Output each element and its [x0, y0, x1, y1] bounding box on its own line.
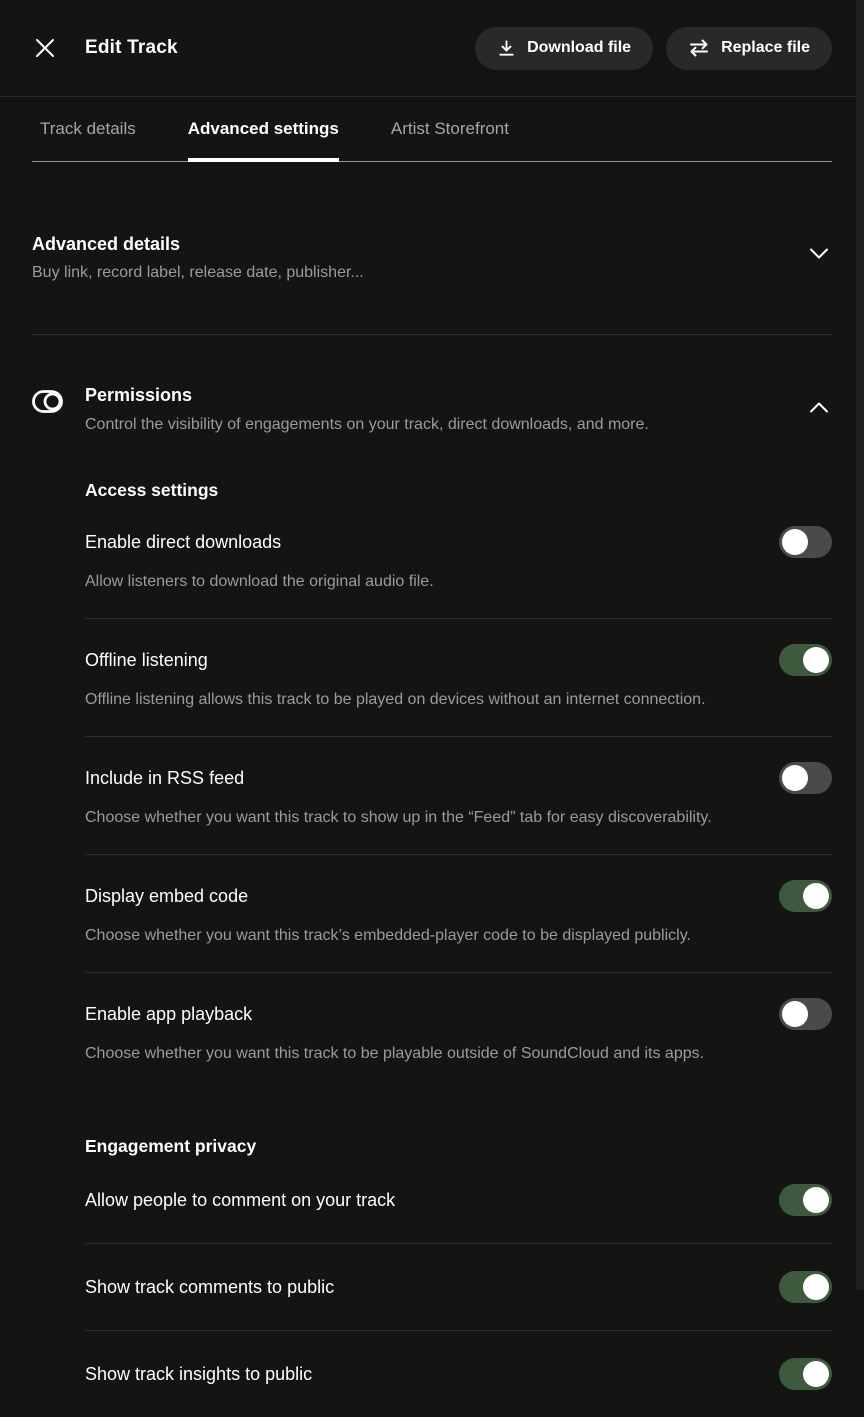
setting-label: Show track comments to public	[85, 1276, 335, 1297]
toggle-knob	[803, 647, 829, 673]
advanced-details-section	[32, 162, 832, 335]
download-file-label: Download file	[527, 39, 632, 56]
chevron-down-icon[interactable]	[806, 240, 832, 266]
advanced-details-subtitle: Buy link, record label, release date, publisher...	[32, 264, 364, 281]
chevron-up-icon[interactable]	[806, 395, 832, 421]
toggle-switch-icon	[32, 388, 63, 434]
engagement-privacy-heading: Engagement privacy	[85, 1136, 257, 1156]
toggle-knob	[803, 883, 829, 909]
access-settings-rows	[85, 501, 832, 1090]
engagement-privacy-rows	[85, 1157, 832, 1417]
toggle-allow-people-to-comment-on-your-track[interactable]	[779, 1184, 832, 1216]
toggle-enable-app-playback[interactable]	[779, 998, 832, 1030]
setting-description: Choose whether you want this track’s embedded-player code to be displayed publicly.	[85, 927, 691, 944]
setting-description: Allow listeners to download the original audio file.	[85, 573, 434, 590]
page-title: Edit Track	[85, 37, 178, 58]
setting-label: Enable app playback	[85, 1003, 253, 1024]
close-icon[interactable]	[32, 35, 58, 61]
toggle-knob	[803, 1187, 829, 1213]
setting-label: Display embed code	[85, 885, 249, 906]
setting-label: Enable direct downloads	[85, 531, 282, 552]
permissions-section-header	[32, 385, 832, 434]
toggle-show-track-insights-to-public[interactable]	[779, 1358, 832, 1390]
setting-row-include-in-rss-feed	[85, 737, 832, 855]
permissions-subtitle: Control the visibility of engagements on your track, direct downloads, and more.	[85, 416, 649, 433]
setting-row-enable-direct-downloads	[85, 501, 832, 619]
setting-row-show-track-comments-to-public	[85, 1244, 832, 1331]
access-settings-heading: Access settings	[85, 480, 219, 500]
swap-icon	[688, 39, 710, 57]
setting-row-allow-people-to-comment-on-your-track	[85, 1157, 832, 1244]
setting-label: Offline listening	[85, 649, 208, 670]
toggle-knob	[782, 529, 808, 555]
download-file-button[interactable]	[475, 27, 653, 70]
toggle-include-in-rss-feed[interactable]	[779, 762, 832, 794]
scrollbar[interactable]	[856, 0, 864, 1290]
setting-description: Offline listening allows this track to be played on devices without an internet connection.	[85, 691, 706, 708]
toggle-show-track-comments-to-public[interactable]	[779, 1271, 832, 1303]
setting-label: Show track insights to public	[85, 1363, 313, 1384]
setting-row-enable-app-playback	[85, 973, 832, 1090]
toggle-enable-direct-downloads[interactable]	[779, 526, 832, 558]
toggle-display-embed-code[interactable]	[779, 880, 832, 912]
toggle-knob	[803, 1274, 829, 1300]
download-icon	[497, 39, 516, 58]
modal-header	[0, 0, 864, 97]
permissions-title: Permissions	[85, 385, 193, 405]
setting-row-show-track-insights-to-public	[85, 1331, 832, 1417]
setting-description: Choose whether you want this track to be playable outside of SoundCloud and its apps.	[85, 1045, 705, 1062]
header-actions	[475, 27, 832, 70]
tab-track-details[interactable]: Track details	[40, 119, 136, 138]
toggle-knob	[782, 1001, 808, 1027]
tab-artist-storefront[interactable]: Artist Storefront	[390, 119, 509, 138]
setting-description: Choose whether you want this track to show up in the “Feed” tab for easy discoverability.	[85, 809, 712, 826]
setting-row-offline-listening	[85, 619, 832, 737]
replace-file-button[interactable]	[666, 27, 832, 70]
setting-label: Include in RSS feed	[85, 767, 245, 788]
toggle-offline-listening[interactable]	[779, 644, 832, 676]
tab-advanced-settings[interactable]: Advanced settings	[188, 97, 339, 161]
setting-label: Allow people to comment on your track	[85, 1189, 396, 1210]
toggle-knob	[803, 1361, 829, 1387]
setting-row-display-embed-code	[85, 855, 832, 973]
advanced-details-title: Advanced details	[32, 234, 181, 254]
tab-bar	[32, 97, 832, 162]
toggle-knob	[782, 765, 808, 791]
replace-file-label: Replace file	[721, 39, 810, 56]
